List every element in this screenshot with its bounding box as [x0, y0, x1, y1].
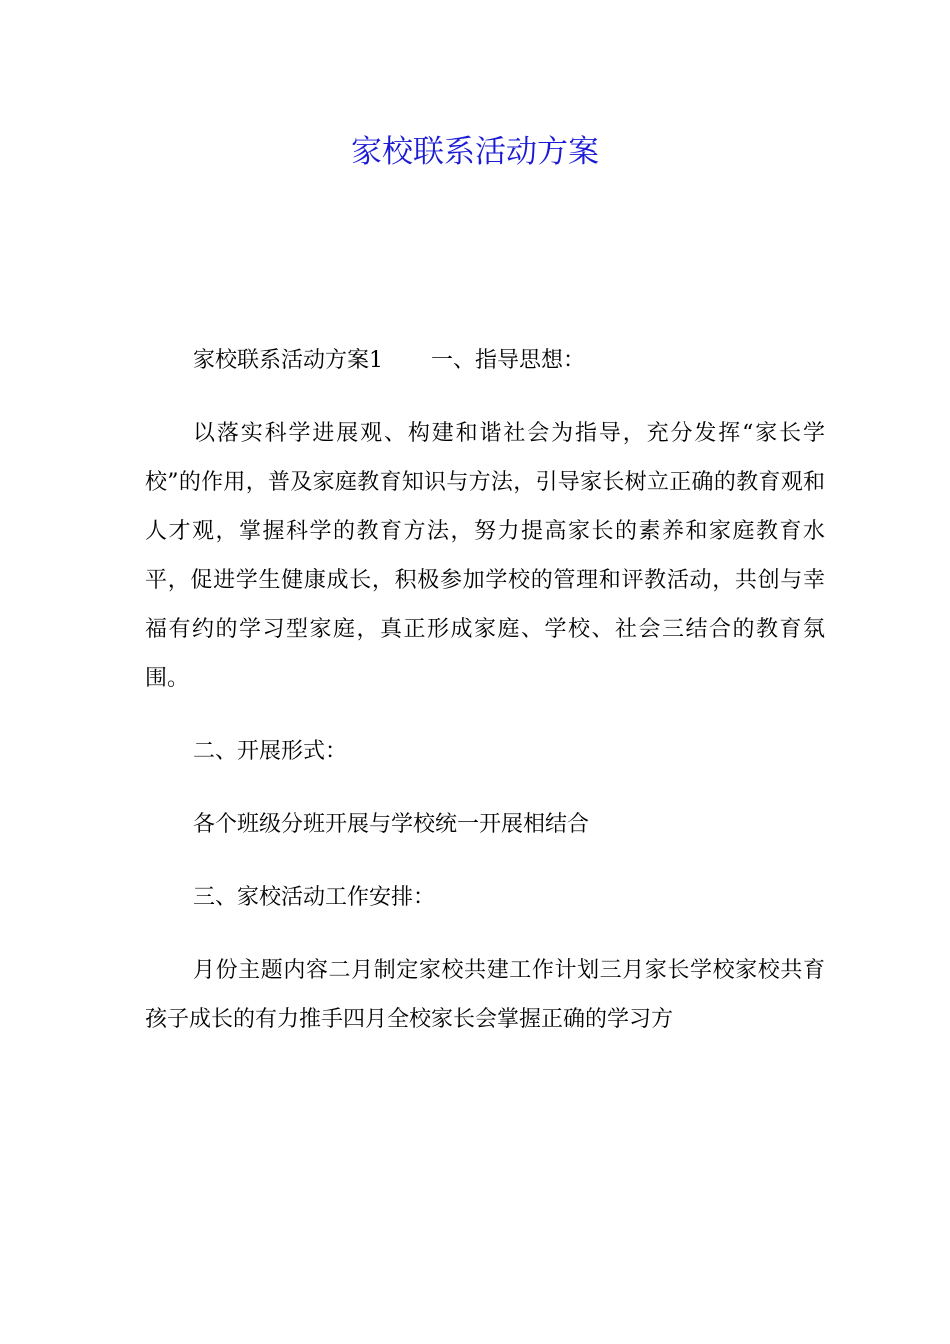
document-title: 家校联系活动方案 [351, 134, 599, 170]
heading-line [145, 336, 825, 385]
section-heading-schedule: 三、家校活动工作安排： [193, 885, 436, 910]
document-body [145, 336, 825, 1068]
paragraph-format: 各个班级分班开展与学校统一开展相结合 [193, 812, 590, 837]
plan-name: 家校联系活动方案1 [193, 348, 383, 373]
paragraph-schedule: 月份主题内容二月制定家校共建工作计划三月家长学校家校共育孩子成长的有力推手四月全校家长会掌握正确的学习方 [145, 958, 825, 1032]
paragraph-guiding-ideology: 以落实科学进展观、构建和谐社会为指导，充分发挥“家长学校”的作用，普及家庭教育知识与方法，引导家长树立正确的教育观和人才观，掌握科学的教育方法，努力提高家长的素养和家庭教育水平，促进学生健康成长，积极参加学校的管理和评教活动，共创与幸福有约的学习型家庭，真正形成家庭、学校、社会三结合的教育氛围。 [145, 421, 825, 691]
section-heading-format: 二、开展形式： [193, 739, 348, 764]
section-heading-guiding-ideology: 一、指导思想： [431, 348, 586, 373]
